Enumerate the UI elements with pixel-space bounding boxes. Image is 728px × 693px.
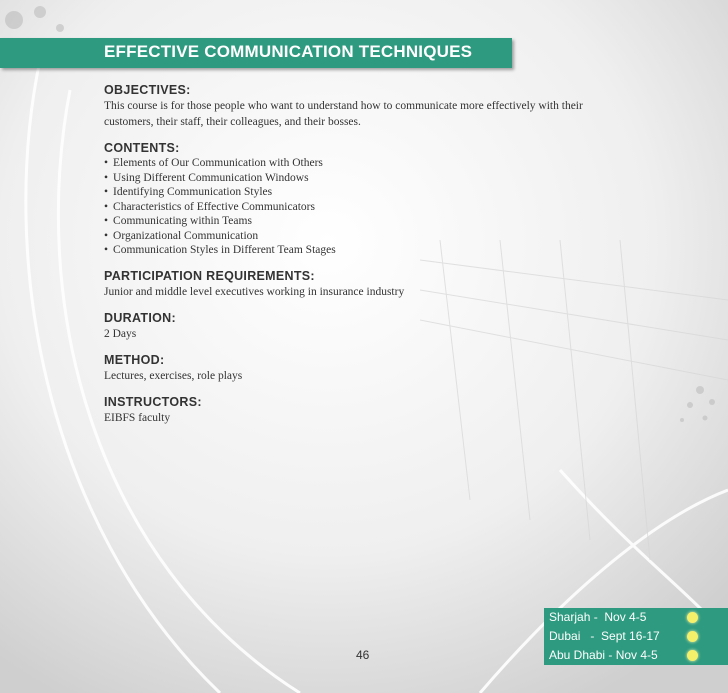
schedule-label: Abu Dhabi - Nov 4-5	[549, 648, 658, 662]
schedule-row-sharjah	[544, 608, 728, 627]
objectives-text: This course is for those people who want to understand how to communicate more effectively with their customers, their staff, their colleagues, and their bosses.	[104, 100, 583, 128]
bullet-dot-icon	[687, 631, 698, 642]
course-content	[104, 82, 624, 436]
bullet-dot-icon	[687, 612, 698, 623]
list-item: • Identifying Communication Styles	[104, 185, 624, 200]
bullet-dot-icon	[687, 650, 698, 661]
contents-list	[104, 156, 624, 258]
schedule-row-dubai	[544, 627, 728, 646]
list-item: • Elements of Our Communication with Others	[104, 156, 624, 171]
participation-heading: PARTICIPATION REQUIREMENTS:	[104, 268, 315, 283]
schedule-row-abu-dhabi	[544, 646, 728, 665]
page-title: EFFECTIVE COMMUNICATION TECHNIQUES	[104, 42, 473, 61]
participation-section	[104, 268, 624, 300]
page-number: 46	[356, 648, 370, 662]
contents-section	[104, 140, 624, 258]
method-text: Lectures, exercises, role plays	[104, 369, 243, 382]
schedule-label: Sharjah - Nov 4-5	[549, 610, 647, 624]
list-item: • Communication Styles in Different Team Stages	[104, 243, 624, 258]
duration-text: 2 Days	[104, 327, 137, 340]
duration-heading: DURATION:	[104, 310, 176, 325]
contents-heading: CONTENTS:	[104, 141, 180, 155]
list-item: • Characteristics of Effective Communicators	[104, 200, 624, 215]
schedule-panel	[544, 608, 728, 665]
duration-section	[104, 310, 624, 342]
list-item: • Using Different Communication Windows	[104, 171, 624, 186]
method-section	[104, 352, 624, 384]
method-heading: METHOD:	[104, 352, 165, 367]
schedule-label: Dubai - Sept 16-17	[549, 629, 660, 643]
instructors-heading: INSTRUCTORS:	[104, 394, 202, 409]
title-banner	[0, 38, 512, 68]
list-item: • Organizational Communication	[104, 229, 624, 244]
instructors-text: EIBFS faculty	[104, 411, 171, 424]
instructors-section	[104, 394, 624, 426]
objectives-heading: OBJECTIVES:	[104, 83, 191, 97]
objectives-section	[104, 82, 624, 130]
participation-text: Junior and middle level executives working in insurance industry	[104, 285, 405, 298]
list-item: • Communicating within Teams	[104, 214, 624, 229]
